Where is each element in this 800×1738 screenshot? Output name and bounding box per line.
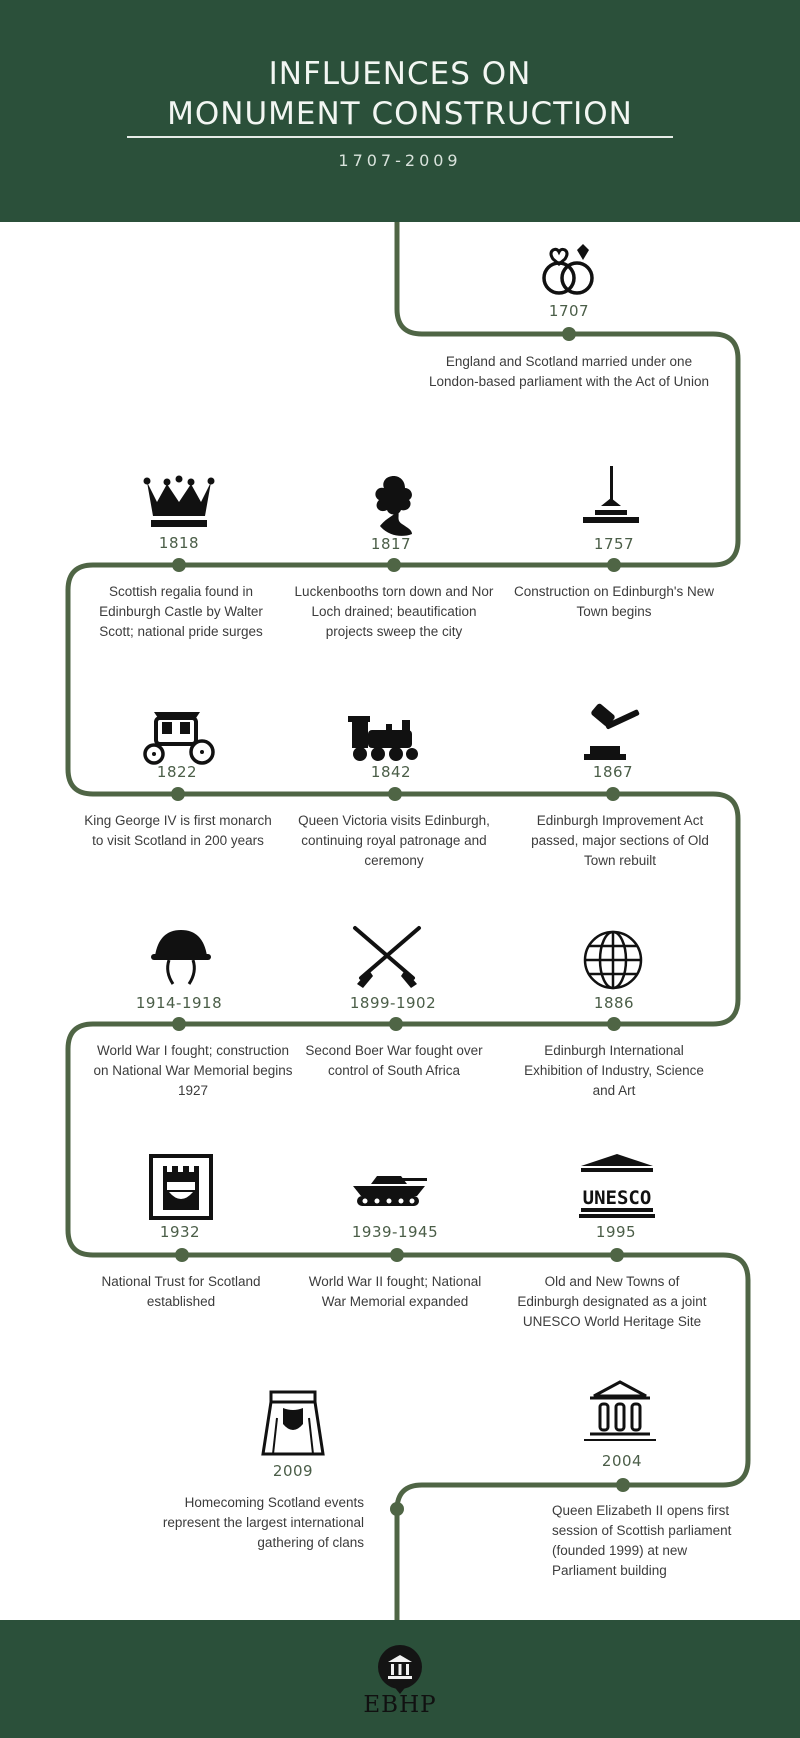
crossed-rifles-icon xyxy=(347,922,427,994)
globe-icon xyxy=(573,924,653,996)
wedding-rings-icon xyxy=(529,232,609,304)
timeline-node xyxy=(390,1502,404,1516)
event-year: 1867 xyxy=(592,763,634,781)
timeline-node xyxy=(387,558,401,572)
timeline-node xyxy=(171,787,185,801)
event-description: Old and New Towns of Edinburgh designated as a joint UNESCO World Heritage Site xyxy=(517,1274,707,1329)
unesco-icon xyxy=(577,1150,657,1222)
event-description: Scottish regalia found in Edinburgh Castle by Walter Scott; national pride surges xyxy=(99,584,263,639)
event-description: Queen Elizabeth II opens first session of Scottish parliament (founded 1999) at new Parliament building xyxy=(552,1503,732,1578)
train-icon xyxy=(346,700,426,772)
event-year: 1899-1902 xyxy=(349,994,437,1012)
tank-icon xyxy=(349,1152,429,1224)
event-year: 1932 xyxy=(159,1223,201,1241)
event-description: Queen Victoria visits Edinburgh, continuing royal patronage and ceremony xyxy=(298,813,490,868)
event-year: 1886 xyxy=(593,994,635,1012)
event-description: Second Boer War fought over control of South Africa xyxy=(305,1043,483,1078)
event-year: 1842 xyxy=(370,763,412,781)
page-title-line1: INFLUENCES ON xyxy=(268,56,532,92)
event-year: 1707 xyxy=(548,302,590,320)
tree-icon xyxy=(354,468,434,540)
parliament-icon xyxy=(580,1378,660,1450)
timeline-node xyxy=(388,787,402,801)
event-description: World War I fought; construction on National War Memorial begins 1927 xyxy=(93,1043,293,1098)
event-description: King George IV is first monarch to visit Scotland in 200 years xyxy=(84,813,272,848)
national-trust-icon xyxy=(141,1152,221,1224)
carriage-icon xyxy=(138,698,218,770)
helmet-icon xyxy=(141,922,221,994)
event-description: World War II fought; National War Memorial expanded xyxy=(308,1274,482,1309)
event-description: England and Scotland married under one London-based parliament with the Act of Union xyxy=(429,354,709,389)
page-subtitle: 1707-2009 xyxy=(338,151,462,170)
gavel-icon xyxy=(572,700,652,772)
timeline-node xyxy=(172,1017,186,1031)
timeline-node xyxy=(610,1248,624,1262)
event-year: 1817 xyxy=(370,535,412,553)
event-description: Construction on Edinburgh's New Town begins xyxy=(514,584,714,619)
timeline-node xyxy=(606,787,620,801)
event-year: 1757 xyxy=(593,535,635,553)
event-year: 1914-1918 xyxy=(135,994,223,1012)
crane-icon xyxy=(573,462,653,534)
museum-icon xyxy=(378,1645,422,1689)
event-year: 1818 xyxy=(158,534,200,552)
timeline-node xyxy=(172,558,186,572)
kilt-icon xyxy=(253,1388,333,1460)
timeline-node xyxy=(390,1248,404,1262)
crown-icon xyxy=(139,470,219,542)
timeline-node xyxy=(607,558,621,572)
timeline-node xyxy=(389,1017,403,1031)
event-description: Homecoming Scotland events represent the largest international gathering of clans xyxy=(162,1495,364,1550)
event-description: Edinburgh Improvement Act passed, major sections of Old Town rebuilt xyxy=(531,813,709,868)
page-title-line2: MONUMENT CONSTRUCTION xyxy=(167,96,633,132)
timeline-node xyxy=(616,1478,630,1492)
event-description: Luckenbooths torn down and Nor Loch drained; beautification projects sweep the city xyxy=(294,584,494,639)
timeline-node xyxy=(607,1017,621,1031)
event-year: 2009 xyxy=(272,1462,314,1480)
timeline-node xyxy=(175,1248,189,1262)
event-description: Edinburgh International Exhibition of Industry, Science and Art xyxy=(524,1043,704,1098)
event-year: 1939-1945 xyxy=(351,1223,439,1241)
event-year: 2004 xyxy=(601,1452,643,1470)
event-year: 1995 xyxy=(595,1223,637,1241)
event-description: National Trust for Scotland established xyxy=(101,1274,261,1309)
event-year: 1822 xyxy=(156,763,198,781)
unesco-logo-text: UNESCO xyxy=(582,1187,652,1209)
brand-logo-text: EBHP xyxy=(363,1692,437,1718)
timeline-node xyxy=(562,327,576,341)
